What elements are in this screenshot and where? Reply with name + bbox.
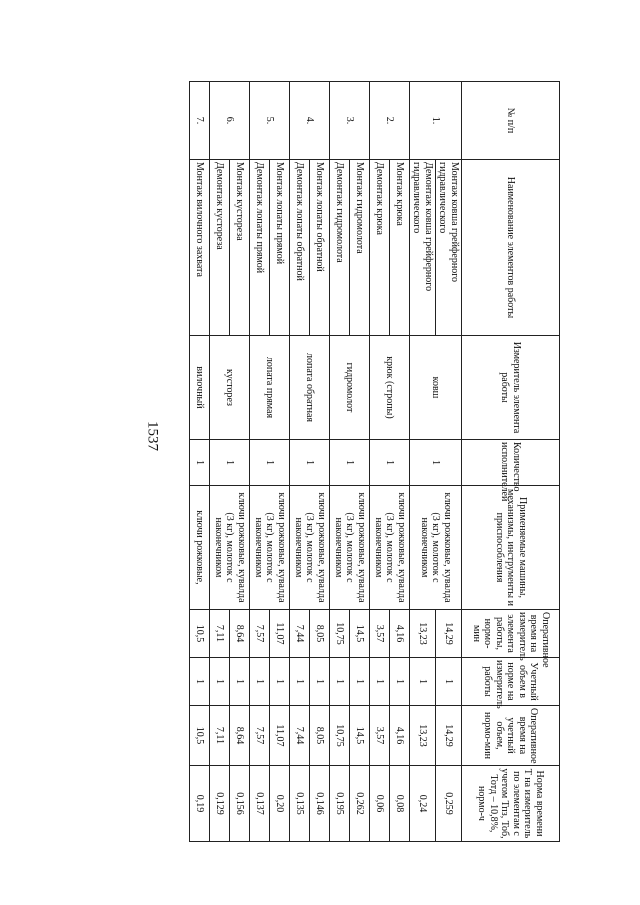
cell-name: Монтаж ковша грейферного гидравлического: [436, 160, 462, 336]
table-row: [190, 82, 210, 842]
cell-norm: 0,06: [370, 766, 390, 842]
cell-tools: ключи рожковые, кувалда (3 кг), молоток с наконечником: [290, 486, 330, 610]
cell-name: Демонтаж лопаты обратной: [290, 160, 310, 336]
cell-op-time-meter: 7,11: [210, 610, 230, 658]
cell-name: Монтаж кустореза: [230, 160, 250, 336]
cell-meter: лопата обратная: [290, 336, 330, 440]
cell-count: 1: [270, 658, 290, 706]
cell-tools: ключи рожковые, кувалда (3 кг), молоток с наконечником: [410, 486, 462, 610]
header-meter: Измеритель элемента работы: [462, 336, 560, 440]
cell-norm: 0,20: [270, 766, 290, 842]
cell-op-time-meter: 3,57: [370, 610, 390, 658]
cell-meter: вилочный: [190, 336, 210, 440]
header-row: [462, 82, 560, 842]
cell-op-time-meter: 10,75: [330, 610, 350, 658]
cell-count: 1: [230, 658, 250, 706]
cell-op-time-count: 8,64: [230, 706, 250, 766]
cell-op-time-meter: 8,05: [310, 610, 330, 658]
cell-op-time-count: 8,05: [310, 706, 330, 766]
header-op-time-meter: Оперативное время на измеритель элемента работы, нормо-мин: [462, 610, 560, 658]
cell-workers: 1: [370, 440, 410, 486]
cell-name: Демонтаж гидромолота: [330, 160, 350, 336]
cell-op-time-meter: 13,23: [410, 610, 436, 658]
cell-num: 1.: [410, 82, 462, 160]
table-row: [390, 82, 410, 842]
cell-meter: кусторез: [210, 336, 250, 440]
cell-op-time-count: 3,57: [370, 706, 390, 766]
header-count-in-norm: Учетный объем в норме на измеритель работы: [462, 658, 560, 706]
cell-tools: ключи рожковые,: [190, 486, 210, 610]
cell-norm: 0,156: [230, 766, 250, 842]
cell-count: 1: [250, 658, 270, 706]
cell-norm: 0,262: [350, 766, 370, 842]
cell-op-time-meter: 10,5: [190, 610, 210, 658]
cell-norm: 0,135: [290, 766, 310, 842]
cell-count: 1: [330, 658, 350, 706]
table-row: [230, 82, 250, 842]
cell-name: Демонтаж кустореза: [210, 160, 230, 336]
cell-op-time-count: 7,11: [210, 706, 230, 766]
cell-workers: 1: [290, 440, 330, 486]
cell-meter: ковш: [410, 336, 462, 440]
cell-workers: 1: [210, 440, 250, 486]
cell-meter: крюк (стропы): [370, 336, 410, 440]
cell-count: 1: [390, 658, 410, 706]
cell-op-time-count: 10,75: [330, 706, 350, 766]
header-name: Наименование элементов работы: [462, 160, 560, 336]
header-num: № п/п: [462, 82, 560, 160]
cell-tools: ключи рожковые, кувалда (3 кг), молоток с наконечником: [370, 486, 410, 610]
header-norm-time: Норма времени Т на измеритель по элементам с учетом Тпз, Тоб, Тотд – 10,8%, нормо-ч: [462, 766, 560, 842]
cell-num: 5.: [250, 82, 290, 160]
cell-count: 1: [410, 658, 436, 706]
cell-norm: 0,24: [410, 766, 436, 842]
cell-name: Монтаж лопаты прямой: [270, 160, 290, 336]
page-number: 1537: [144, 421, 161, 451]
cell-count: 1: [436, 658, 462, 706]
cell-op-time-count: 4,16: [390, 706, 410, 766]
cell-count: 1: [310, 658, 330, 706]
cell-workers: 1: [190, 440, 210, 486]
cell-name: Демонтаж лопаты прямой: [250, 160, 270, 336]
cell-op-time-meter: 7,57: [250, 610, 270, 658]
cell-op-time-count: 7,57: [250, 706, 270, 766]
cell-norm: 0,259: [436, 766, 462, 842]
cell-op-time-meter: 4,16: [390, 610, 410, 658]
cell-op-time-count: 14,29: [436, 706, 462, 766]
table-row: [350, 82, 370, 842]
cell-name: Монтаж лопаты обратной: [310, 160, 330, 336]
cell-norm: 0,137: [250, 766, 270, 842]
cell-op-time-meter: 11,07: [270, 610, 290, 658]
cell-norm: 0,19: [190, 766, 210, 842]
cell-op-time-count: 13,23: [410, 706, 436, 766]
cell-norm: 0,129: [210, 766, 230, 842]
cell-count: 1: [290, 658, 310, 706]
table-row: [310, 82, 330, 842]
table-row: [436, 82, 462, 842]
header-op-time-count: Оперативное время на учетный объем, нормо-мин: [462, 706, 560, 766]
cell-num: 3.: [330, 82, 370, 160]
cell-name: Демонтаж ковша грейферного гидравлического: [410, 160, 436, 336]
cell-workers: 1: [330, 440, 370, 486]
header-tools: Применяемые машины, механизмы, инструменты и приспособления: [462, 486, 560, 610]
cell-count: 1: [190, 658, 210, 706]
cell-op-time-meter: 7,44: [290, 610, 310, 658]
cell-op-time-count: 14,5: [350, 706, 370, 766]
cell-num: 7.: [190, 82, 210, 160]
cell-tools: ключи рожковые, кувалда (3 кг), молоток с наконечником: [210, 486, 250, 610]
cell-op-time-meter: 14,29: [436, 610, 462, 658]
cell-norm: 0,195: [330, 766, 350, 842]
cell-meter: гидромолот: [330, 336, 370, 440]
table-row: [270, 82, 290, 842]
norms-table: [189, 81, 560, 842]
cell-norm: 0,146: [310, 766, 330, 842]
cell-count: 1: [350, 658, 370, 706]
cell-num: 6.: [210, 82, 250, 160]
cell-tools: ключи рожковые, кувалда (3 кг), молоток с наконечником: [250, 486, 290, 610]
table-body: [190, 82, 560, 842]
cell-norm: 0,08: [390, 766, 410, 842]
cell-workers: 1: [250, 440, 290, 486]
cell-name: Монтаж крюка: [390, 160, 410, 336]
cell-num: 2.: [370, 82, 410, 160]
cell-workers: 1: [410, 440, 462, 486]
cell-meter: лопата прямая: [250, 336, 290, 440]
cell-op-time-meter: 14,5: [350, 610, 370, 658]
header-workers: Количество исполнителей: [462, 440, 560, 486]
cell-name: Монтаж гидромолота: [350, 160, 370, 336]
cell-name: Демонтаж крюка: [370, 160, 390, 336]
cell-op-time-meter: 8,64: [230, 610, 250, 658]
cell-count: 1: [210, 658, 230, 706]
cell-op-time-count: 10,5: [190, 706, 210, 766]
cell-count: 1: [370, 658, 390, 706]
cell-num: 4.: [290, 82, 330, 160]
cell-op-time-count: 11,07: [270, 706, 290, 766]
cell-name: Монтаж вилочного захвата: [190, 160, 210, 336]
cell-tools: ключи рожковые, кувалда (3 кг), молоток с наконечником: [330, 486, 370, 610]
cell-op-time-count: 7,44: [290, 706, 310, 766]
